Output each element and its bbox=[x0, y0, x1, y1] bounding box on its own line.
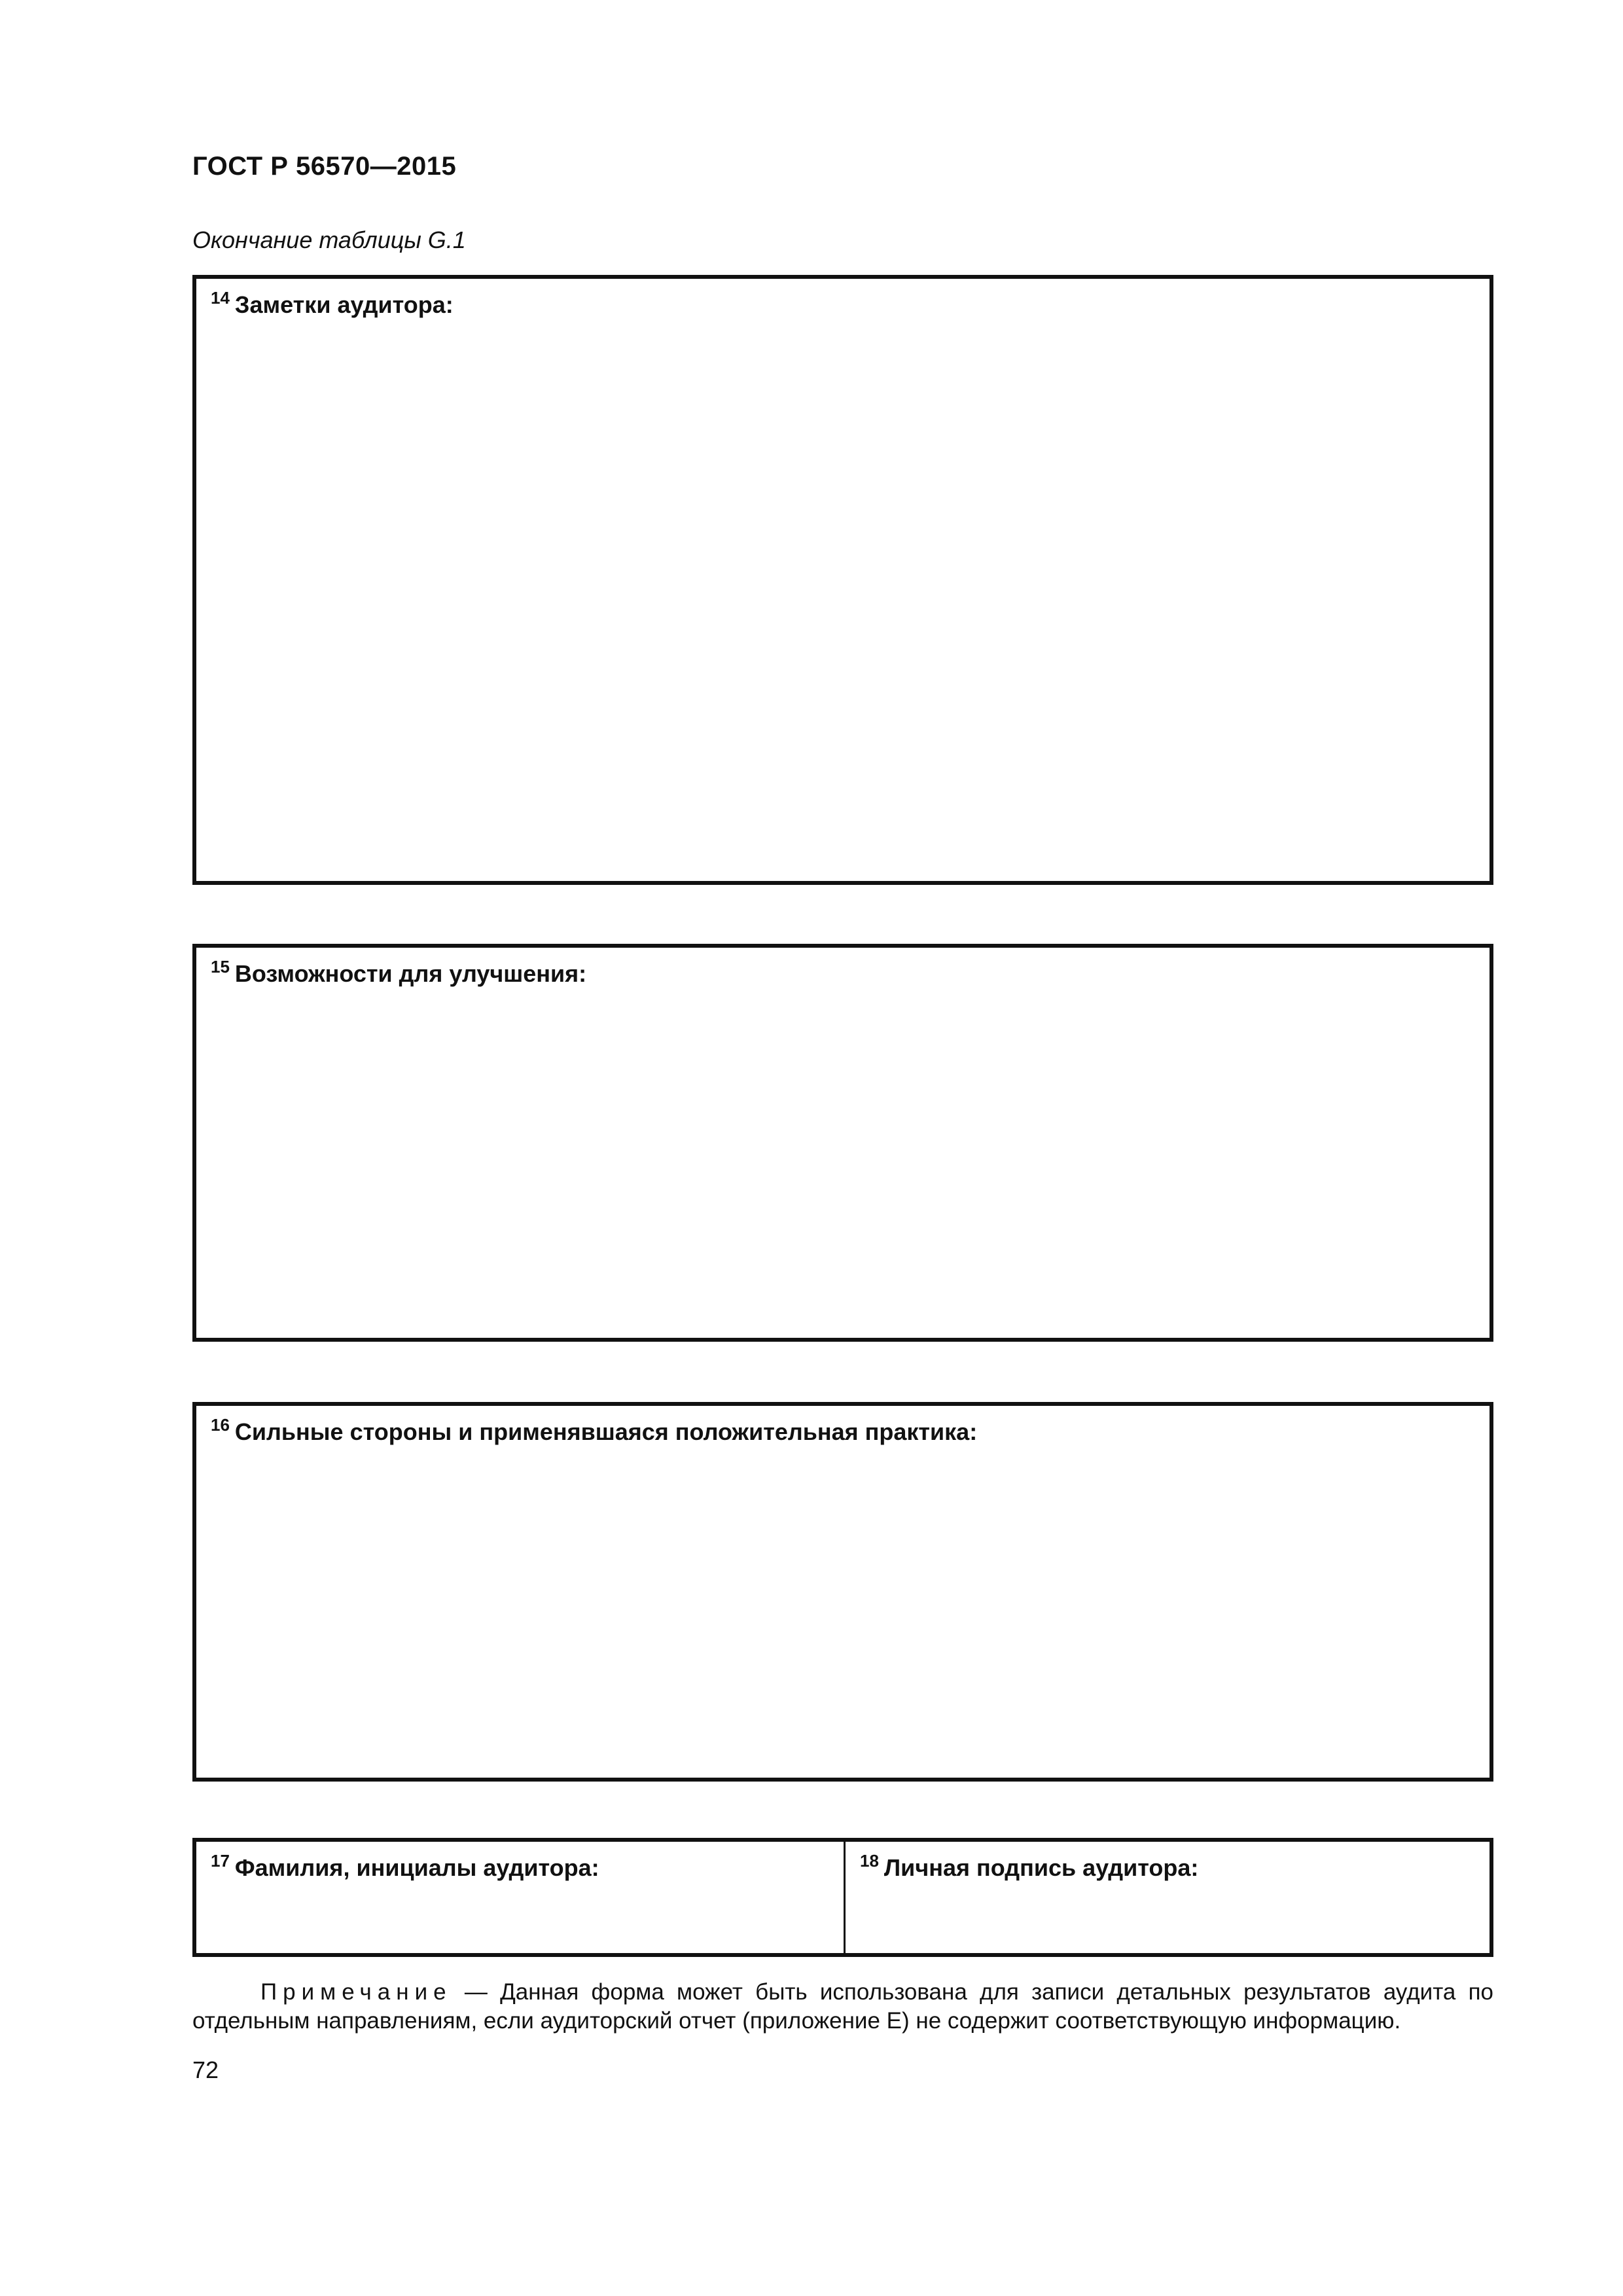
field-number-18: 18 bbox=[860, 1851, 879, 1871]
note-line-1 bbox=[192, 1978, 1493, 2007]
field-title-16: Сильные стороны и применявшаяся положительная практика: bbox=[234, 1418, 978, 1445]
note-prefix: Примечание bbox=[260, 1979, 452, 2005]
auditor-signature-field[interactable] bbox=[846, 1842, 1489, 1953]
auditor-notes-field[interactable] bbox=[192, 275, 1493, 885]
field-label-15 bbox=[211, 957, 586, 988]
table-caption: Окончание таблицы G.1 bbox=[192, 226, 466, 253]
page-number: 72 bbox=[192, 2056, 219, 2083]
field-title-15: Возможности для улучшения: bbox=[234, 960, 587, 987]
strengths-good-practice-field[interactable] bbox=[192, 1402, 1493, 1782]
field-label-16 bbox=[211, 1415, 977, 1446]
form-note bbox=[192, 1978, 1493, 2036]
note-line-2: отдельным направлениям, если аудиторский отчет (приложение Е) не содержит соответствующую информацию. bbox=[192, 2008, 1401, 2034]
field-number-17: 17 bbox=[211, 1851, 230, 1871]
field-title-18: Личная подпись аудитора: bbox=[883, 1854, 1199, 1881]
field-number-16: 16 bbox=[211, 1415, 230, 1435]
field-label-18 bbox=[860, 1851, 1198, 1882]
document-standard-header: ГОСТ Р 56570—2015 bbox=[192, 152, 457, 181]
field-title-17: Фамилия, инициалы аудитора: bbox=[234, 1854, 599, 1881]
auditor-name-field[interactable] bbox=[196, 1842, 846, 1953]
note-line-1-text: — Данная форма может быть использована для записи детальных результатов аудита по bbox=[452, 1979, 1493, 2005]
field-number-14: 14 bbox=[211, 288, 230, 308]
auditor-signature-table bbox=[192, 1838, 1493, 1957]
field-number-15: 15 bbox=[211, 957, 230, 977]
field-title-14: Заметки аудитора: bbox=[234, 291, 454, 318]
improvement-opportunities-field[interactable] bbox=[192, 944, 1493, 1342]
field-label-14 bbox=[211, 288, 454, 319]
field-label-17 bbox=[211, 1851, 599, 1882]
